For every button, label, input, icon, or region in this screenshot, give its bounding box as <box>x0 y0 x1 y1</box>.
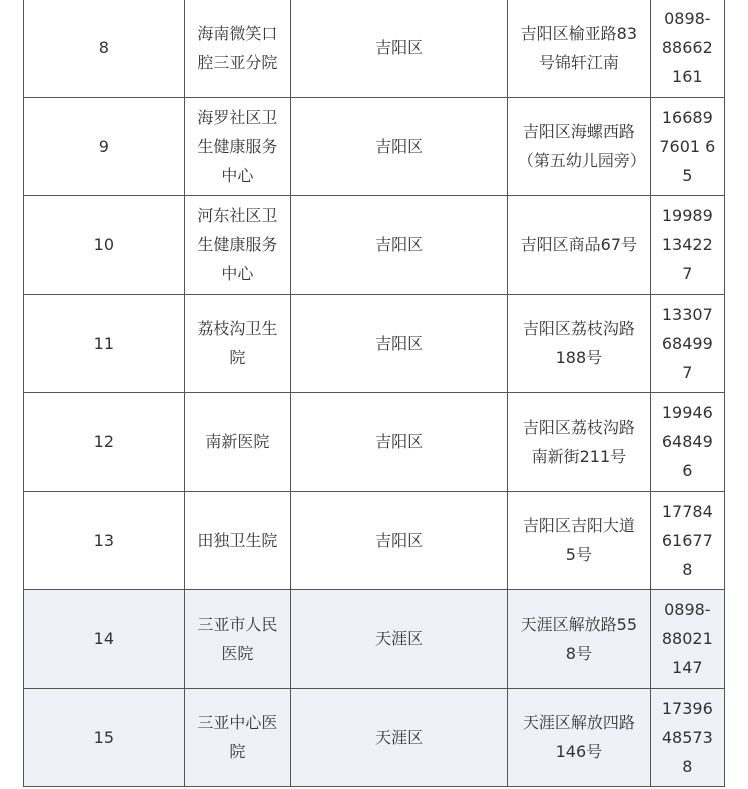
row-number: 14 <box>24 590 185 689</box>
address: 天涯区解放四路146号 <box>522 713 635 762</box>
table-row <box>24 393 725 492</box>
row-number: 9 <box>24 97 185 196</box>
hospital-name: 河东社区卫生健康服务中心 <box>197 206 278 284</box>
table-row <box>24 0 725 97</box>
address: 吉阳区吉阳大道5号 <box>522 516 635 565</box>
hospital-name: 荔枝沟卫生院 <box>197 319 278 368</box>
phone-cell <box>650 491 724 590</box>
row-number: 10 <box>24 196 185 295</box>
address: 吉阳区荔枝沟路南新街211号 <box>522 417 635 466</box>
district: 吉阳区 <box>291 196 508 295</box>
phone: 13307684997 <box>661 304 713 382</box>
address-cell <box>508 97 651 196</box>
phone-cell <box>650 393 724 492</box>
hospital-name-cell <box>184 196 290 295</box>
hospital-name: 海罗社区卫生健康服务中心 <box>197 107 278 185</box>
hospital-name-cell <box>184 491 290 590</box>
hospital-name-cell <box>184 97 290 196</box>
district: 吉阳区 <box>291 97 508 196</box>
hospital-name-cell <box>184 590 290 689</box>
address: 天涯区解放路558号 <box>520 614 638 663</box>
address-cell <box>508 196 651 295</box>
phone: 19946648496 <box>661 403 713 481</box>
district: 吉阳区 <box>291 0 508 97</box>
address-cell <box>508 688 651 787</box>
address: 吉阳区商品67号 <box>520 235 638 255</box>
hospital-name-cell <box>184 294 290 393</box>
phone: 0898-88662161 <box>661 9 713 87</box>
table-row <box>24 590 725 689</box>
phone: 17396485738 <box>661 698 713 776</box>
address: 吉阳区荔枝沟路188号 <box>522 319 635 368</box>
address-cell <box>508 491 651 590</box>
address: 吉阳区榆亚路83号锦轩江南 <box>520 23 638 72</box>
district: 吉阳区 <box>291 491 508 590</box>
district: 吉阳区 <box>291 393 508 492</box>
address-cell <box>508 590 651 689</box>
district: 天涯区 <box>291 688 508 787</box>
hospital-name: 三亚中心医院 <box>197 713 278 762</box>
hospital-name: 南新医院 <box>205 432 270 452</box>
row-number: 12 <box>24 393 185 492</box>
table-row <box>24 196 725 295</box>
row-number: 13 <box>24 491 185 590</box>
address-cell <box>508 294 651 393</box>
phone: 19989134227 <box>661 206 713 284</box>
table-row <box>24 688 725 787</box>
address: 吉阳区海螺西路（第五幼儿园旁） <box>517 122 646 171</box>
phone-cell <box>650 590 724 689</box>
phone: 0898-88021147 <box>661 600 713 678</box>
hospital-name-cell <box>184 688 290 787</box>
hospital-table <box>23 0 725 787</box>
row-number: 15 <box>24 688 185 787</box>
hospital-name-cell <box>184 0 290 97</box>
table-row <box>24 97 725 196</box>
table-row <box>24 294 725 393</box>
table-row <box>24 491 725 590</box>
hospital-name-cell <box>184 393 290 492</box>
row-number: 8 <box>24 0 185 97</box>
phone-cell <box>650 688 724 787</box>
district: 吉阳区 <box>291 294 508 393</box>
phone-cell <box>650 97 724 196</box>
phone-cell <box>650 0 724 97</box>
phone: 17784616778 <box>661 501 713 579</box>
row-number: 11 <box>24 294 185 393</box>
hospital-name: 三亚市人民医院 <box>197 614 278 663</box>
address-cell <box>508 393 651 492</box>
district: 天涯区 <box>291 590 508 689</box>
phone-cell <box>650 196 724 295</box>
address-cell <box>508 0 651 97</box>
hospital-name: 田独卫生院 <box>197 530 278 550</box>
phone-cell <box>650 294 724 393</box>
phone: 166897601 65 <box>659 107 716 185</box>
hospital-name: 海南微笑口腔三亚分院 <box>197 23 278 72</box>
